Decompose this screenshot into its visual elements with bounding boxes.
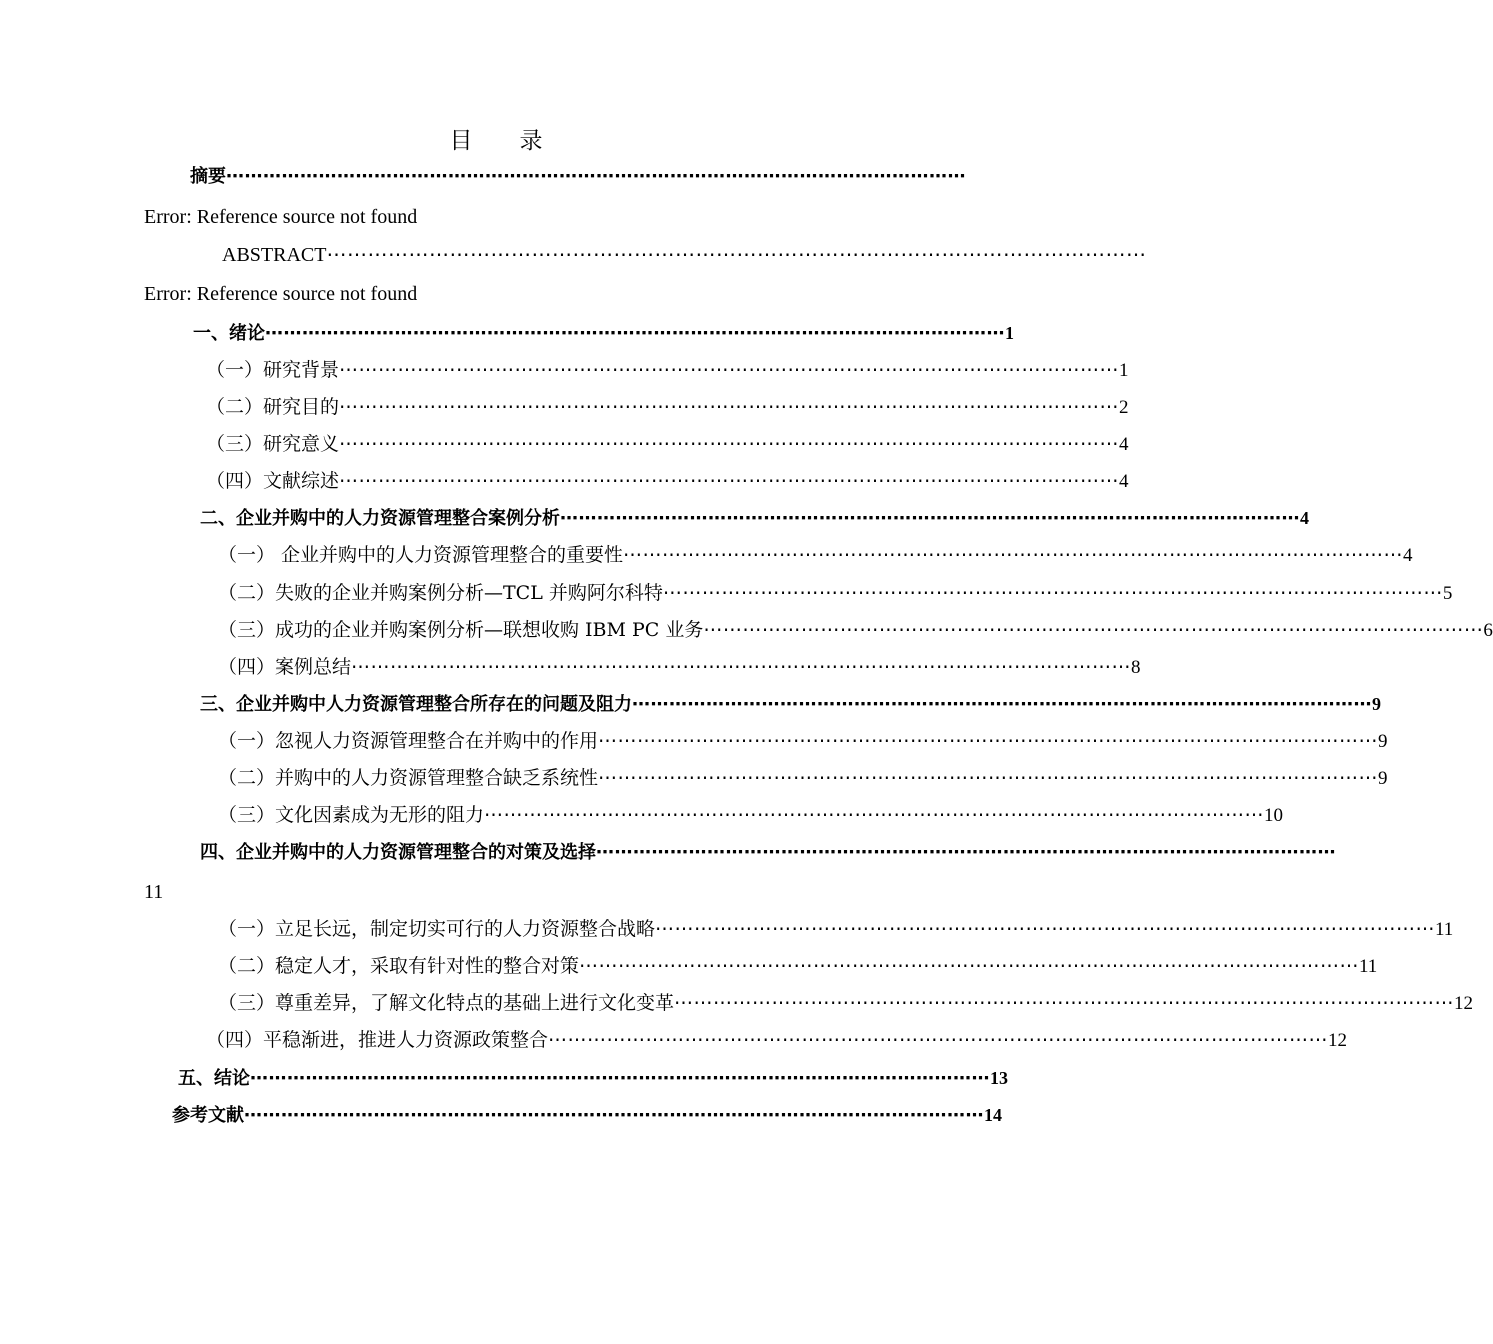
toc-entry-chapter-3[interactable]: [200, 689, 1381, 719]
toc-page-number: 5: [1442, 583, 1453, 604]
toc-leader-dots: ⋯⋯⋯⋯⋯⋯⋯⋯⋯⋯⋯⋯⋯⋯⋯⋯⋯⋯⋯⋯⋯⋯⋯⋯⋯⋯⋯⋯⋯⋯⋯⋯⋯⋯⋯⋯⋯⋯⋯⋯: [548, 1029, 1329, 1051]
toc-page-number: 9: [1378, 768, 1388, 789]
toc-leader-dots: ⋯⋯⋯⋯⋯⋯⋯⋯⋯⋯⋯⋯⋯⋯⋯⋯⋯⋯⋯⋯⋯⋯⋯⋯⋯⋯⋯⋯⋯⋯⋯⋯⋯⋯⋯⋯⋯⋯⋯⋯: [226, 166, 966, 187]
toc-leader-dots: ⋯⋯⋯⋯⋯⋯⋯⋯⋯⋯⋯⋯⋯⋯⋯⋯⋯⋯⋯⋯⋯⋯⋯⋯⋯⋯⋯⋯⋯⋯⋯⋯⋯⋯⋯⋯⋯⋯⋯⋯: [484, 804, 1265, 826]
toc-page-number: 4: [1119, 434, 1129, 455]
toc-page-number: 1: [1119, 360, 1129, 381]
toc-leader-dots: ⋯⋯⋯⋯⋯⋯⋯⋯⋯⋯⋯⋯⋯⋯⋯⋯⋯⋯⋯⋯⋯⋯⋯⋯⋯⋯⋯⋯⋯⋯⋯⋯⋯⋯⋯⋯⋯⋯⋯⋯: [598, 730, 1379, 752]
toc-page-number: 4: [1119, 471, 1129, 492]
toc-entry-3-1[interactable]: [218, 726, 1388, 756]
toc-leader-dots: ⋯⋯⋯⋯⋯⋯⋯⋯⋯⋯⋯⋯⋯⋯⋯⋯⋯⋯⋯⋯⋯⋯⋯⋯⋯⋯⋯⋯⋯⋯⋯⋯⋯⋯⋯⋯⋯⋯⋯⋯: [339, 433, 1120, 455]
toc-entry-abstract-cn[interactable]: [190, 162, 966, 192]
toc-leader-dots: ⋯⋯⋯⋯⋯⋯⋯⋯⋯⋯⋯⋯⋯⋯⋯⋯⋯⋯⋯⋯⋯⋯⋯⋯⋯⋯⋯⋯⋯⋯⋯⋯⋯⋯⋯⋯⋯⋯⋯⋯: [351, 656, 1132, 678]
toc-page-number: 12: [1454, 993, 1474, 1014]
toc-page-number: 4: [1300, 508, 1309, 528]
toc-entry-1-3[interactable]: [206, 429, 1129, 459]
reference-error-text: Error: Reference source not found: [144, 206, 418, 228]
toc-page-number: 6: [1483, 620, 1493, 641]
toc-page-number: 13: [990, 1068, 1008, 1088]
toc-page-number: 10: [1264, 805, 1284, 826]
toc-page-number: 8: [1131, 657, 1141, 678]
toc-entry-4-2[interactable]: [218, 951, 1378, 981]
toc-page-number-wrapped: 11: [144, 881, 164, 903]
toc-page-number: 4: [1403, 545, 1413, 566]
toc-leader-dots: ⋯⋯⋯⋯⋯⋯⋯⋯⋯⋯⋯⋯⋯⋯⋯⋯⋯⋯⋯⋯⋯⋯⋯⋯⋯⋯⋯⋯⋯⋯⋯⋯⋯⋯⋯⋯⋯⋯⋯⋯: [674, 992, 1455, 1014]
toc-entry-1-4[interactable]: [206, 466, 1129, 496]
toc-entry-label: 一、绪论: [193, 323, 265, 344]
toc-entry-label: 三、企业并购中人力资源管理整合所存在的问题及阻力: [200, 694, 632, 715]
toc-entry-label: （四）案例总结: [218, 656, 352, 678]
toc-leader-dots: ⋯⋯⋯⋯⋯⋯⋯⋯⋯⋯⋯⋯⋯⋯⋯⋯⋯⋯⋯⋯⋯⋯⋯⋯⋯⋯⋯⋯⋯⋯⋯⋯⋯⋯⋯⋯⋯⋯⋯⋯: [326, 244, 1147, 266]
toc-entry-label: （二）并购中的人力资源管理整合缺乏系统性: [218, 767, 599, 789]
toc-entry-label: （一）研究背景: [206, 359, 340, 381]
toc-leader-dots: ⋯⋯⋯⋯⋯⋯⋯⋯⋯⋯⋯⋯⋯⋯⋯⋯⋯⋯⋯⋯⋯⋯⋯⋯⋯⋯⋯⋯⋯⋯⋯⋯⋯⋯⋯⋯⋯⋯⋯⋯: [632, 694, 1372, 715]
toc-entry-4-4[interactable]: [206, 1025, 1348, 1055]
toc-entry-chapter-1[interactable]: [193, 318, 1014, 348]
toc-leader-dots: ⋯⋯⋯⋯⋯⋯⋯⋯⋯⋯⋯⋯⋯⋯⋯⋯⋯⋯⋯⋯⋯⋯⋯⋯⋯⋯⋯⋯⋯⋯⋯⋯⋯⋯⋯⋯⋯⋯⋯⋯: [655, 918, 1436, 940]
toc-page-number: 11: [1359, 956, 1378, 977]
toc-entry-label: （三）文化因素成为无形的阻力: [218, 804, 485, 826]
toc-entry-references[interactable]: [172, 1100, 1002, 1130]
toc-page-number: 12: [1328, 1030, 1348, 1051]
toc-entry-2-2[interactable]: [218, 578, 1453, 608]
toc-page-number: 1: [1005, 323, 1014, 343]
toc-leader-dots: ⋯⋯⋯⋯⋯⋯⋯⋯⋯⋯⋯⋯⋯⋯⋯⋯⋯⋯⋯⋯⋯⋯⋯⋯⋯⋯⋯⋯⋯⋯⋯⋯⋯⋯⋯⋯⋯⋯⋯⋯: [339, 396, 1120, 418]
toc-entry-label: ABSTRACT: [222, 244, 327, 266]
toc-entry-label: 五、结论: [178, 1068, 250, 1089]
toc-leader-dots: ⋯⋯⋯⋯⋯⋯⋯⋯⋯⋯⋯⋯⋯⋯⋯⋯⋯⋯⋯⋯⋯⋯⋯⋯⋯⋯⋯⋯⋯⋯⋯⋯⋯⋯⋯⋯⋯⋯⋯⋯: [623, 544, 1404, 566]
toc-entry-label: （一）立足长远，制定切实可行的人力资源整合战略: [218, 918, 656, 940]
toc-page-number: 11: [1435, 919, 1454, 940]
toc-entry-4-1[interactable]: [218, 914, 1454, 944]
toc-entry-label: （一）忽视人力资源管理整合在并购中的作用: [218, 730, 599, 752]
toc-leader-dots: ⋯⋯⋯⋯⋯⋯⋯⋯⋯⋯⋯⋯⋯⋯⋯⋯⋯⋯⋯⋯⋯⋯⋯⋯⋯⋯⋯⋯⋯⋯⋯⋯⋯⋯⋯⋯⋯⋯⋯⋯: [703, 619, 1484, 641]
toc-page-number: 2: [1119, 397, 1129, 418]
toc-entry-label: （二）失败的企业并购案例分析—TCL 并购阿尔科特: [218, 582, 663, 604]
toc-leader-dots: ⋯⋯⋯⋯⋯⋯⋯⋯⋯⋯⋯⋯⋯⋯⋯⋯⋯⋯⋯⋯⋯⋯⋯⋯⋯⋯⋯⋯⋯⋯⋯⋯⋯⋯⋯⋯⋯⋯⋯⋯: [560, 508, 1300, 529]
toc-leader-dots: ⋯⋯⋯⋯⋯⋯⋯⋯⋯⋯⋯⋯⋯⋯⋯⋯⋯⋯⋯⋯⋯⋯⋯⋯⋯⋯⋯⋯⋯⋯⋯⋯⋯⋯⋯⋯⋯⋯⋯⋯: [598, 767, 1379, 789]
toc-entry-abstract-en[interactable]: [222, 240, 1147, 270]
toc-entry-label: （一） 企业并购中的人力资源管理整合的重要性: [218, 544, 624, 566]
toc-entry-chapter-2[interactable]: [200, 503, 1309, 533]
toc-leader-dots: ⋯⋯⋯⋯⋯⋯⋯⋯⋯⋯⋯⋯⋯⋯⋯⋯⋯⋯⋯⋯⋯⋯⋯⋯⋯⋯⋯⋯⋯⋯⋯⋯⋯⋯⋯⋯⋯⋯⋯⋯: [265, 323, 1005, 344]
toc-entry-3-2[interactable]: [218, 763, 1388, 793]
toc-entry-label: （二）稳定人才，采取有针对性的整合对策: [218, 955, 580, 977]
toc-title: 目 录: [449, 128, 555, 154]
toc-entry-label: （二）研究目的: [206, 396, 340, 418]
toc-entry-chapter-4[interactable]: [200, 838, 1336, 868]
toc-page-number: 14: [984, 1105, 1002, 1125]
toc-leader-dots: ⋯⋯⋯⋯⋯⋯⋯⋯⋯⋯⋯⋯⋯⋯⋯⋯⋯⋯⋯⋯⋯⋯⋯⋯⋯⋯⋯⋯⋯⋯⋯⋯⋯⋯⋯⋯⋯⋯⋯⋯: [244, 1105, 984, 1126]
toc-entry-label: （四）文献综述: [206, 470, 340, 492]
toc-entry-label: （四）平稳渐进，推进人力资源政策整合: [206, 1029, 549, 1051]
toc-entry-2-4[interactable]: [218, 652, 1141, 682]
toc-leader-dots: ⋯⋯⋯⋯⋯⋯⋯⋯⋯⋯⋯⋯⋯⋯⋯⋯⋯⋯⋯⋯⋯⋯⋯⋯⋯⋯⋯⋯⋯⋯⋯⋯⋯⋯⋯⋯⋯⋯⋯⋯: [579, 955, 1360, 977]
toc-entry-2-3[interactable]: [218, 615, 1493, 645]
toc-leader-dots: ⋯⋯⋯⋯⋯⋯⋯⋯⋯⋯⋯⋯⋯⋯⋯⋯⋯⋯⋯⋯⋯⋯⋯⋯⋯⋯⋯⋯⋯⋯⋯⋯⋯⋯⋯⋯⋯⋯⋯⋯: [250, 1068, 990, 1089]
toc-page-number: 9: [1372, 694, 1381, 714]
toc-entry-label: 二、企业并购中的人力资源管理整合案例分析: [200, 508, 560, 529]
toc-page-number: 9: [1378, 731, 1388, 752]
toc-entry-label: 摘要: [190, 166, 226, 187]
toc-leader-dots: ⋯⋯⋯⋯⋯⋯⋯⋯⋯⋯⋯⋯⋯⋯⋯⋯⋯⋯⋯⋯⋯⋯⋯⋯⋯⋯⋯⋯⋯⋯⋯⋯⋯⋯⋯⋯⋯⋯⋯⋯: [662, 582, 1443, 604]
toc-leader-dots: ⋯⋯⋯⋯⋯⋯⋯⋯⋯⋯⋯⋯⋯⋯⋯⋯⋯⋯⋯⋯⋯⋯⋯⋯⋯⋯⋯⋯⋯⋯⋯⋯⋯⋯⋯⋯⋯⋯⋯⋯: [339, 359, 1120, 381]
toc-entry-3-3[interactable]: [218, 800, 1284, 830]
toc-entry-label: 四、企业并购中的人力资源管理整合的对策及选择: [200, 842, 596, 863]
toc-entry-1-1[interactable]: [206, 355, 1129, 385]
toc-entry-label: 参考文献: [172, 1105, 244, 1126]
toc-leader-dots: ⋯⋯⋯⋯⋯⋯⋯⋯⋯⋯⋯⋯⋯⋯⋯⋯⋯⋯⋯⋯⋯⋯⋯⋯⋯⋯⋯⋯⋯⋯⋯⋯⋯⋯⋯⋯⋯⋯⋯⋯: [339, 470, 1120, 492]
toc-entry-1-2[interactable]: [206, 392, 1129, 422]
toc-entry-label: （三）尊重差异，了解文化特点的基础上进行文化变革: [218, 992, 675, 1014]
toc-entry-chapter-5[interactable]: [178, 1063, 1008, 1093]
toc-entry-label: （三）成功的企业并购案例分析—联想收购 IBM PC 业务: [218, 619, 704, 641]
reference-error-text: Error: Reference source not found: [144, 283, 418, 305]
toc-entry-2-1[interactable]: [218, 540, 1413, 570]
toc-leader-dots: ⋯⋯⋯⋯⋯⋯⋯⋯⋯⋯⋯⋯⋯⋯⋯⋯⋯⋯⋯⋯⋯⋯⋯⋯⋯⋯⋯⋯⋯⋯⋯⋯⋯⋯⋯⋯⋯⋯⋯⋯: [596, 842, 1336, 863]
toc-entry-label: （三）研究意义: [206, 433, 340, 455]
toc-entry-4-3[interactable]: [218, 988, 1474, 1018]
